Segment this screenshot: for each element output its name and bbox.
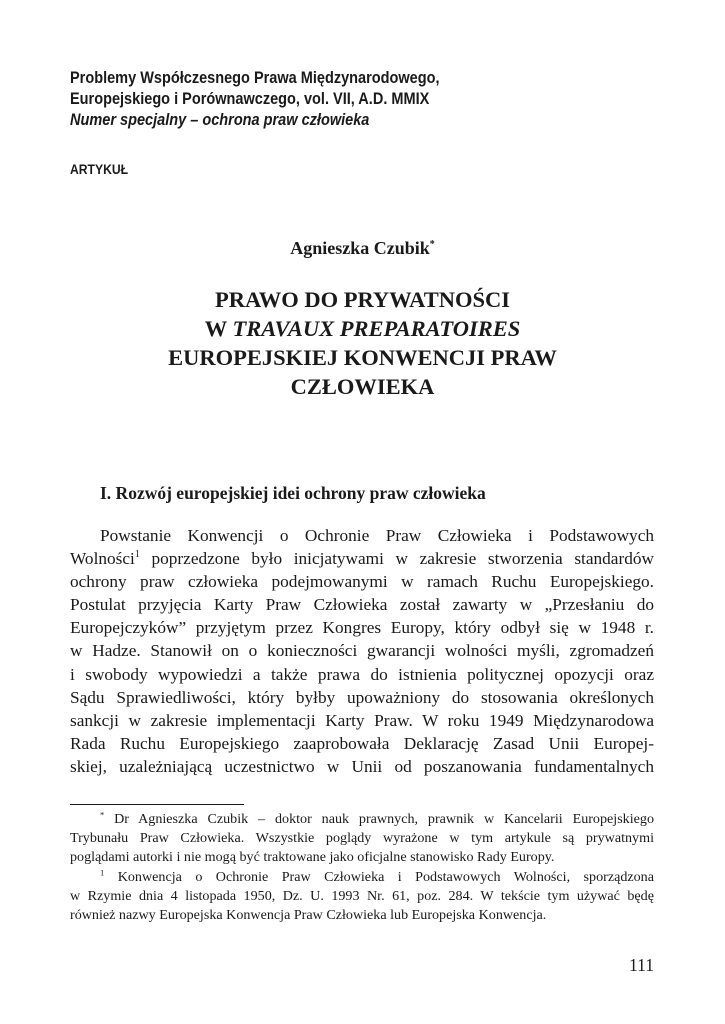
body-line: Europejczyków” przyjętym przez Kongres Europy, który odbył się w 1948 r. [70, 618, 654, 638]
journal-title-line-2: Europejskiego i Porównawczego, vol. VII, A.D. MMIX [70, 90, 430, 108]
footnote-author-line [70, 810, 654, 829]
body-line [70, 547, 654, 570]
page-number: 111 [629, 955, 654, 975]
body-paragraph [70, 524, 654, 778]
footnote-star-mark: * [100, 809, 105, 820]
body-line: Postulat przyjęcia Karty Praw Człowieka został zawarty w „Przesłaniu do [70, 595, 654, 615]
footnote-author-text-1: Dr Agnieszka Czubik – doktor nauk prawnych, prawnik w Kancelarii Europejskiego [104, 811, 654, 827]
footnote-author-line: Trybunału Praw Człowieka. Wszystkie poglądy wyrażone w tym artykule są prywatnymi [70, 830, 654, 847]
body-line: i swobody wypowiedzi a także prawa do istnienia politycznej opozycji oraz [70, 664, 654, 684]
section-heading: I. Rozwój europejskiej idei ochrony praw człowieka [100, 483, 486, 503]
title-line-4: CZŁOWIEKA [290, 374, 435, 399]
article-type-label: ARTYKUŁ [70, 162, 129, 177]
footnote-1-number: 1 [100, 866, 105, 877]
article-title [0, 285, 725, 401]
body-line: ochrony praw człowieka podejmowanymi w ramach Ruchu Europejskiego. [70, 572, 654, 592]
journal-issue-line: Numer specjalny – ochrona praw człowieka [70, 111, 370, 129]
journal-title-line-1: Problemy Współczesnego Prawa Międzynarodowego, [70, 69, 440, 87]
footnote-1-line: również nazwy Europejska Konwencja Praw Człowieka lub Europejska Konwencja. [70, 906, 547, 923]
title-line-2 [0, 314, 725, 343]
body-line-2-start: Wolności [70, 549, 135, 569]
body-line: skiej, uzależniającą uczestnictwo w Unii od poszanowania fundamentalnych [70, 756, 654, 776]
body-line: Sądu Sprawiedliwości, który byłby upoważniony do stosowania określonych [70, 687, 654, 707]
footnote-divider [70, 804, 244, 805]
author-footnote-mark[interactable]: * [429, 239, 435, 250]
author-name [0, 238, 725, 259]
title-line-2-italic: TRAVAUX PREPARATOIRES [232, 316, 521, 341]
body-line: Rada Ruchu Europejskiego zaaprobowała Deklarację Zasad Unii Europej- [70, 733, 654, 753]
body-line-2-end: poprzedzone było inicjatywami w zakresie stworzenia standardów [139, 549, 654, 569]
footnote-author-line: poglądami autorki i nie mogą być traktowane jako oficjalne stanowisko Rady Europy. [70, 849, 555, 866]
body-line: Powstanie Konwencji o Ochronie Praw Człowieka i Podstawowych [100, 526, 654, 545]
body-line: w Hadze. Stanowił on o konieczności gwarancji wolności myśli, zgromadzeń [70, 641, 654, 661]
footnote-1-mark[interactable]: 1 [134, 549, 140, 561]
author-name-text: Agnieszka Czubik [290, 238, 430, 258]
footnote-1-line [70, 868, 654, 887]
footnote-1-text-1: Konwencja o Ochronie Praw Człowieka i Podstawowych Wolności, sporządzona [104, 868, 654, 885]
title-line-1: PRAWO DO PRYWATNOŚCI [214, 287, 511, 312]
journal-header [70, 68, 598, 131]
title-line-3: EUROPEJSKIEJ KONWENCJI PRAW [168, 345, 557, 370]
title-line-2-prefix: W [204, 316, 233, 341]
body-line: sankcji w zakresie implementacji Karty Praw. W roku 1949 Międzynarodowa [70, 710, 654, 730]
footnotes [70, 810, 654, 925]
footnote-1-line: w Rzymie dnia 4 listopada 1950, Dz. U. 1993 Nr. 61, poz. 284. W tekście tym używać będę [70, 887, 654, 904]
